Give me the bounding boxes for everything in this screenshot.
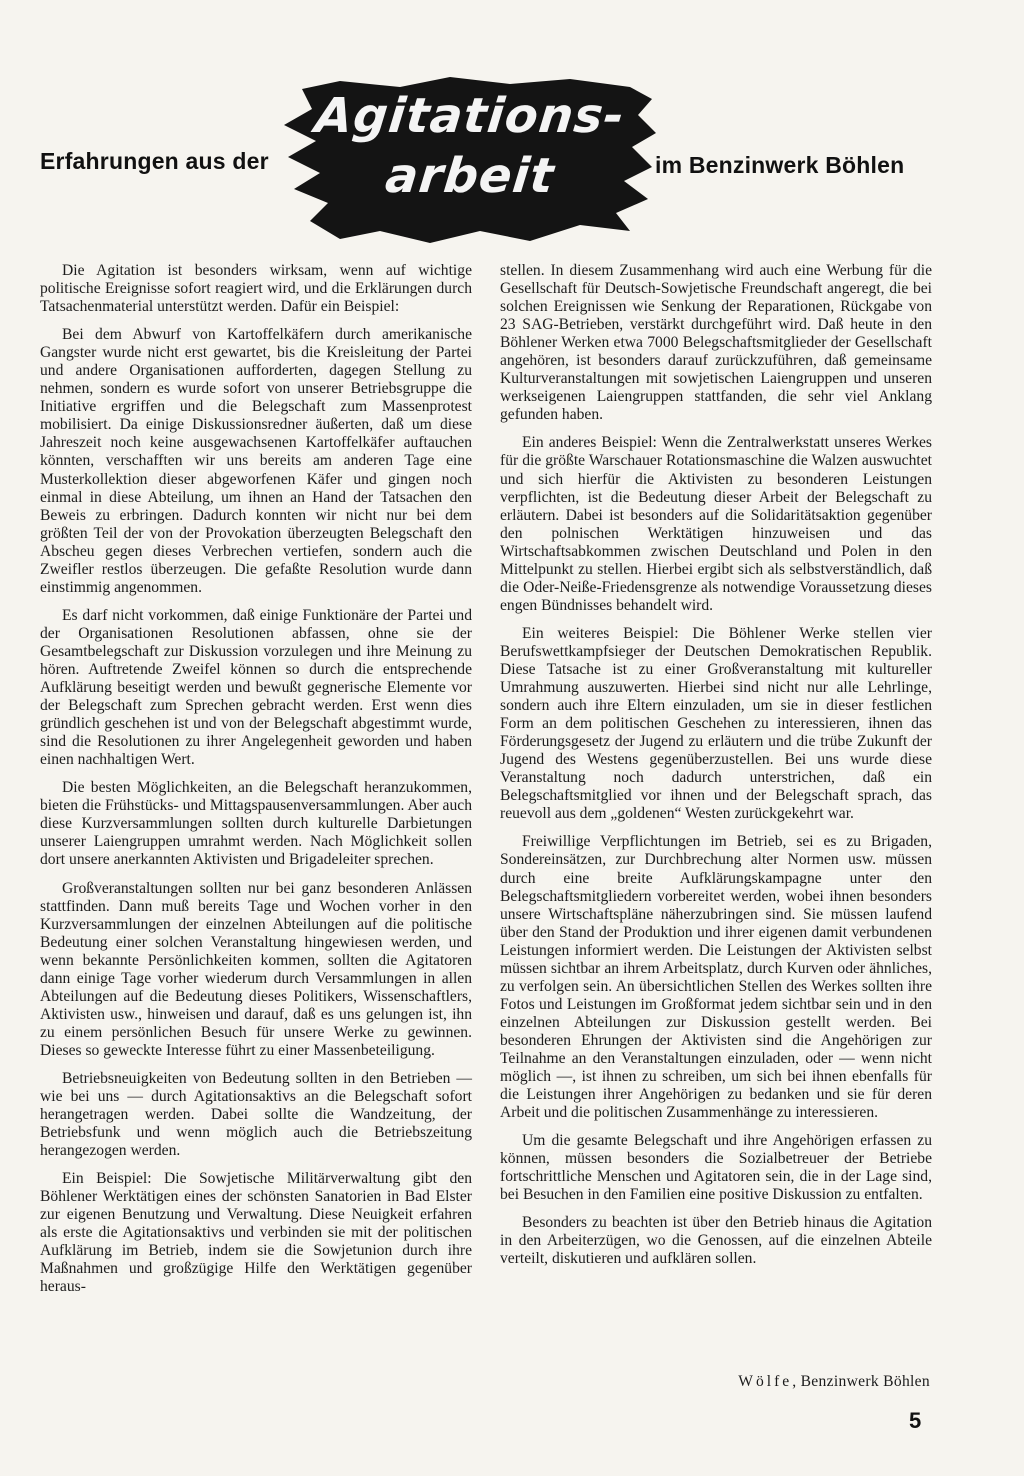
paragraph: Freiwillige Verpflichtungen im Betrieb, sei es zu Brigaden, Sondereinsätzen, zur Durchbrechung alter Normen usw. müssen durch eine breite Aufklärungskampagne unter den Belegschaftsmitgliedern vorbereitet werden, wobei ihnen besonders unsere Wirtschaftspläne näherzubringen sind. Sie müssen laufend über den Stand der Produktion und ihrer eigenen damit verbundenen Leistungen informiert werden. Die Leistungen der Aktivisten selbst müssen sichtbar an ihrem Arbeitsplatz, durch Kurven oder ähnliches, zu verfolgen sein. An übersichtlichen Stellen des Werkes sollten ihre Fotos und Leistungen im Großformat jedem sichtbar sein und in den einzelnen Abteilungen zur Diskussion gestellt werden. Bei besonderen Ehrungen der Aktivisten sind die Angehörigen zur Teilnahme an den Veranstaltungen einzuladen, oder — wenn nicht möglich —, ist ihnen zu schreiben, um sich bei ihnen ebenfalls für die Leistungen ihrer Angehörigen zu bedanken und sie für deren Arbeit und die politischen Zusammenhänge zu interessieren. [500,833,932,1122]
paragraph: Ein Beispiel: Die Sowjetische Militärverwaltung gibt den Böhlener Werktätigen eines der schönsten Sanatorien in Bad Elster zur eigenen Benutzung und Verwaltung. Diese Neuigkeit erfahren als erste die Agitationsaktivs und verbinden sie mit der politischen Aufklärung im Betrieb, indem sie die Sowjetunion durch ihre Maßnahmen und großzügige Hilfe den Werktätigen gegenüber heraus- [40,1170,472,1296]
author-name: Wölfe [738,1373,793,1390]
paragraph: stellen. In diesem Zusammenhang wird auch eine Werbung für die Gesellschaft für Deutsch-Sowjetische Freundschaft angeregt, die bei solchen Ereignissen wie Senkung der Reparationen, Rückgabe von 23 SAG-Betrieben, verstärkt durchgeführt wird. Daß heute in den Böhlener Werken etwa 7000 Belegschaftsmitglieder der Gesellschaft angehören, ist besonders darauf zurückzuführen, daß gemeinsame Kulturveranstaltungen mit sowjetischen Laiengruppen und unseren werkseigenen Laiengruppen stattfanden, die sehr viel Anklang gefunden haben. [500,262,932,424]
paragraph: Ein weiteres Beispiel: Die Böhlener Werke stellen vier Berufswettkampfsieger der Deutschen Demokratischen Republik. Diese Tatsache ist zu einer Großveranstaltung mit kultureller Umrahmung auszuwerten. Hierbei sind nicht nur alle Lehrlinge, sondern auch ihre Eltern einzuladen, um sie in dieser festlichen Form an dem politischen Geschehen zu interessieren, ihnen das Förderungsgesetz der Jugend zu erläutern und die trübe Zukunft der Jugend des Westens gegenüberzustellen. Bei uns wurde diese Veranstaltung noch dadurch unterstrichen, daß ein Belegschaftsmitglied vor ihnen und der Belegschaft sprach, das reuevoll aus dem „goldenen“ Westen zurückgekehrt war. [500,624,932,823]
left-column [40,262,472,1307]
author-signature [640,1373,930,1391]
paragraph: Es darf nicht vorkommen, daß einige Funktionäre der Partei und der Organisationen Resolutionen abfassen, ohne sie der Gesamtbelegschaft zur Diskussion vorzulegen und ihre Meinung zu hören. Auftretende Zweifel können so durch die entsprechende Aufklärung beseitigt werden und bewußt gegnerische Elemente vor der Belegschaft zum Sprechen gebracht werden. Erst wenn dies gründlich geschehen ist und von der Belegschaft abgestimmt wurde, sind die Resolutionen zu ihrer Angelegenheit geworden und haben einen nachhaltigen Wert. [40,606,472,769]
signature-separator: , [792,1373,801,1390]
author-place: Benzinwerk Böhlen [800,1373,930,1390]
paragraph: Ein anderes Beispiel: Wenn die Zentralwerkstatt unseres Werkes für die größte Warschauer Rotationsmaschine die Walzen auswuchtet und sich hierfür die Aktivisten zu besonderen Leistungen verpflichten, ist die Bedeutung dieser Arbeit der Belegschaft zu erläutern. Dabei ist besonders auf die Solidaritätsaktion gegenüber den polnischen Werktätigen hinzuweisen und das Wirtschaftsabkommen zwischen Deutschland und Polen in den Mittelpunkt zu stellen. Hierbei ergibt sich als selbstverständlich, daß die Oder-Neiße-Friedensgrenze als notwendige Voraussetzung dieses engen Bündnisses behandelt wird. [500,434,932,614]
header-left-text: Erfahrungen aus der [40,148,269,174]
paragraph: Großveranstaltungen sollten nur bei ganz besonderen Anlässen stattfinden. Dann muß bereits Tage und Wochen vorher in den Kurzversammlungen der einzelnen Abteilungen auf die politische Bedeutung einer solchen Veranstaltung hingewiesen werden, und wenn bekannte Persönlichkeiten kommen, sollten die Agitatoren dann einige Tage vorher wiederum durch Versammlungen in allen Abteilungen auf die Bedeutung dieses Politikers, Wissenschaftlers, Aktivisten usw., hinweisen und darauf, daß es uns gelungen ist, ihn zu einem persönlichen Besuch für unsere Werke zu gewinnen. Dieses so geweckte Interesse führt zu einer Massenbeteiligung. [40,879,472,1059]
title-line-1: Agitations- [312,88,628,144]
paragraph: Bei dem Abwurf von Kartoffelkäfern durch amerikanische Gangster wurde nicht erst gewartet, bis die Kreisleitung der Partei und andere Organisationen aufforderten, dagegen Stellung zu nehmen, sondern es wurde sofort von unserer Betriebsgruppe die Initiative ergriffen und die Belegschaft zum Massenprotest mobilisiert. Da einige Diskussionsredner äußerten, daß um diese Jahreszeit noch keine ausgewachsenen Kartoffelkäfer auftauchen könnten, verschafften wir uns bereits am anderen Tage eine Musterkollektion dieser abgeworfenen Käfer und gingen noch einmal in diese Abteilung, um ihnen an Hand der Tatsachen den Beweis zu erbringen. Dadurch konnten wir nicht nur bei dem größten Teil der von der Provokation überzeugten Belegschaft den Abscheu gegen dieses Verbrechen vertiefen, sondern auch die Zweifler restlos überzeugen. Die gefaßte Resolution wurde dann einstimmig angenommen. [40,326,472,596]
paragraph: Die besten Möglichkeiten, an die Belegschaft heranzukommen, bieten die Frühstücks- und Mittagspausenversammlungen. Aber auch diese Kurzversammlungen sollten durch kulturelle Darbietungen unserer Laiengruppen umrahmt werden. Nach Möglichkeit sollen dort unsere anerkannten Aktivisten und Brigadeleiter sprechen. [40,779,472,869]
paragraph: Die Agitation ist besonders wirksam, wenn auf wichtige politische Ereignisse sofort reagiert wird, und die Erklärungen durch Tatsachenmaterial unterstützt werden. Dafür ein Beispiel: [40,262,472,316]
title-line-2: arbeit [382,148,558,204]
paragraph: Besonders zu beachten ist über den Betrieb hinaus die Agitation in den Arbeiterzügen, wo die Genossen, auf die einzelnen Abteile verteilt, diskutieren und aufklären sollen. [500,1214,932,1268]
paragraph: Betriebsneuigkeiten von Bedeutung sollten in den Betrieben — wie bei uns — durch Agitationsaktivs an die Belegschaft sofort herangetragen werden. Dabei sollte die Wandzeitung, der Betriebsfunk und wenn möglich auch die Betriebszeitung herangezogen werden. [40,1069,472,1160]
header-right-text: im Benzinwerk Böhlen [655,152,905,178]
paragraph: Um die gesamte Belegschaft und ihre Angehörigen erfassen zu können, müssen besonders die Sozialbetreuer der Betriebe fortschrittliche Menschen und Agitatoren sein, die in der Lage sind, bei Besuchen in den Familien eine positive Diskussion zu entfalten. [500,1132,932,1204]
page-number: 5 [909,1408,922,1433]
right-column [500,262,932,1278]
